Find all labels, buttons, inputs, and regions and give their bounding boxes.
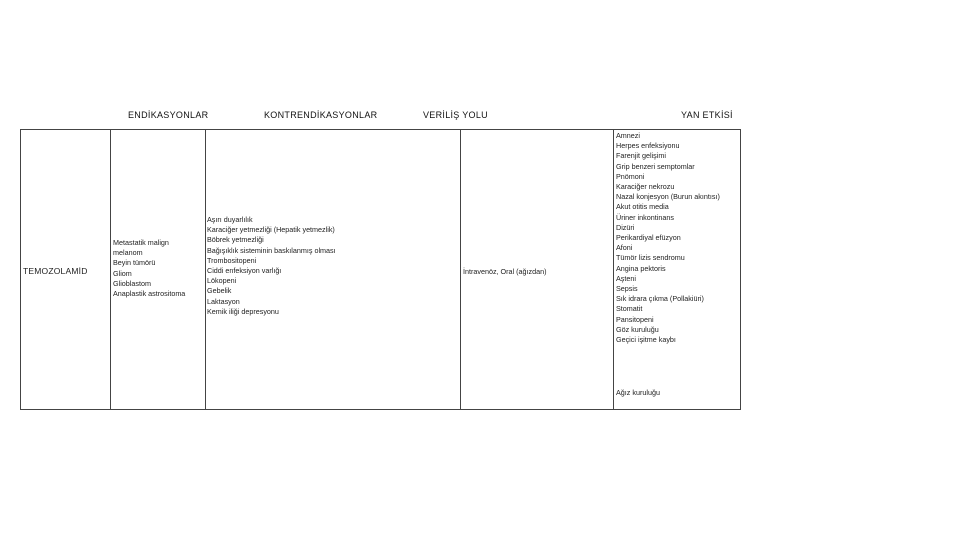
side-effect-item: Tümör lizis sendromu [616, 253, 685, 263]
side-effect-item: Dizüri [616, 222, 635, 232]
drug-table [20, 129, 741, 410]
side-effect-item: Pnömoni [616, 171, 645, 181]
indication-item: Glioblastom [113, 278, 151, 288]
side-effect-item: Nazal konjesyon (Burun akıntısı) [616, 192, 720, 202]
drug-name-cell: TEMOZOLAMİD [23, 266, 88, 276]
side-effect-item: Aşteni [616, 273, 636, 283]
column-divider [613, 130, 614, 409]
contraindication-item: Böbrek yetmezliği [207, 235, 264, 245]
indication-item: Anaplastik astrositoma [113, 289, 186, 299]
column-divider [460, 130, 461, 409]
side-effect-item: Göz kuruluğu [616, 324, 659, 334]
side-effect-item: Karaciğer nekrozu [616, 182, 675, 192]
column-header-contraindications: KONTRENDİKASYONLAR [264, 110, 378, 120]
column-header-indications: ENDİKASYONLAR [128, 110, 209, 120]
indication-item: Gliom [113, 268, 132, 278]
contraindication-item: Trombositopeni [207, 255, 257, 265]
contraindication-item: Aşırı duyarlılık [207, 215, 253, 224]
column-divider [205, 130, 206, 409]
side-effect-item: Farenjit gelişimi [616, 151, 666, 161]
side-effect-item: Akut otitis media [616, 202, 669, 212]
side-effect-item-extra: Ağız kuruluğu [616, 388, 660, 397]
contraindication-item: Bağışıklık sisteminin baskılanmış olması [207, 245, 336, 255]
side-effect-item: Perikardiyal efüzyon [616, 233, 681, 243]
indication-item: melanom [113, 248, 143, 258]
side-effect-item: Angina pektoris [616, 263, 666, 273]
side-effect-item: Amnezi [616, 131, 640, 140]
contraindications-cell [207, 215, 336, 317]
contraindication-item: Laktasyon [207, 296, 240, 306]
contraindication-item: Karaciğer yetmezliği (Hepatik yetmezlik) [207, 225, 335, 235]
side-effect-item: Sık idrara çıkma (Pollakiüri) [616, 294, 704, 304]
side-effect-item: Sepsis [616, 284, 638, 294]
contraindication-item: Lökopeni [207, 276, 237, 286]
side-effect-item: Afoni [616, 243, 633, 253]
contraindication-item: Kemik iliği depresyonu [207, 306, 279, 316]
side-effect-item: Üriner inkontinans [616, 212, 674, 222]
contraindication-item: Gebelik [207, 286, 232, 296]
route-cell: İntravenöz, Oral (ağızdan) [463, 267, 547, 276]
side-effect-item: Stomatit [616, 304, 643, 314]
column-divider [110, 130, 111, 409]
column-header-side-effects: YAN ETKİSİ [681, 110, 733, 120]
contraindication-item: Ciddi enfeksiyon varlığı [207, 266, 282, 276]
side-effect-item: Herpes enfeksiyonu [616, 141, 680, 151]
column-header-route: VERİLİŞ YOLU [423, 110, 488, 120]
indication-item: Metastatik malign [113, 238, 169, 247]
indications-cell [113, 238, 185, 299]
side-effect-item: Pansitopeni [616, 314, 654, 324]
side-effects-cell [616, 131, 720, 345]
side-effect-item: Grip benzeri semptomlar [616, 161, 695, 171]
indication-item: Beyin tümörü [113, 258, 156, 268]
side-effect-item: Geçici işitme kaybı [616, 335, 676, 345]
